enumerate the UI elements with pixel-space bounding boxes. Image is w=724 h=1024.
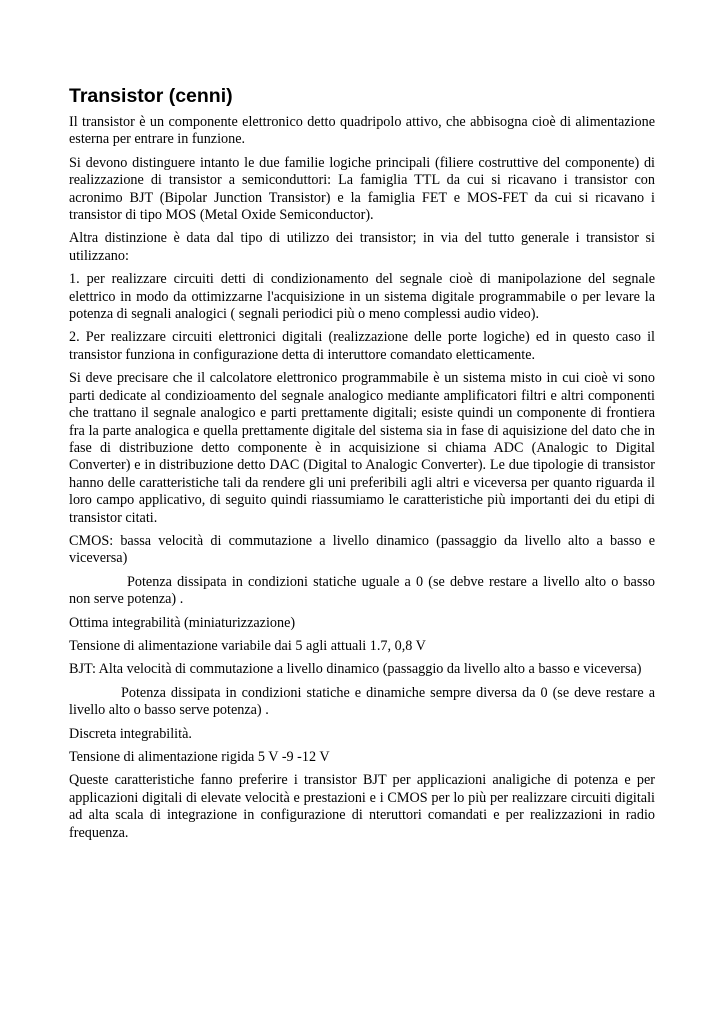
- paragraph-usage-1: 1. per realizzare circuiti detti di condizionamento del segnale cioè di manipolazione del segnale elettrico in modo da ottimizzarne l'acquisizione in un sistema digitale programmabile o per levare la potenza di segnali analogici ( segnali periodici più o meno complessi audio video).: [69, 271, 655, 323]
- paragraph-usage-intro: Altra distinzione è data dal tipo di utilizzo dei transistor; in via del tutto generale i transistor si utilizzano:: [69, 230, 655, 264]
- paragraph-cmos-power: Potenza dissipata in condizioni statiche uguale a 0 (se debve restare a livello alto o basso non serve potenza) .: [69, 573, 655, 608]
- paragraph-bjt-integration: Discreta integrabilità.: [69, 725, 192, 742]
- paragraph-cmos-speed: CMOS: bassa velocità di commutazione a livello dinamico (passaggio da livello alto a basso e viceversa): [69, 532, 655, 567]
- paragraph-bjt-power: Potenza dissipata in condizioni statiche e dinamiche sempre diversa da 0 (se deve restare a livello alto o basso serve potenza) .: [69, 684, 655, 719]
- paragraph-cmos-voltage: Tensione di alimentazione variabile dai 5 agli attuali 1.7, 0,8 V: [69, 637, 426, 654]
- paragraph-intro: Il transistor è un componente elettronico detto quadripolo attivo, che abbisogna cioè di alimentazione esterna per entrare in funzione.: [69, 114, 655, 148]
- document-page: [69, 84, 655, 848]
- paragraph-bjt-speed: BJT: Alta velocità di commutazione a livello dinamico (passaggio da livello alto a basso e viceversa): [69, 661, 642, 678]
- paragraph-calcolatore: Si deve precisare che il calcolatore elettronico programmabile è un sistema misto in cui cioè vi sono parti dedicate al condizioamento del segnale analogico mediante amplificatori filtri e altri componenti che trattano il segnale analogico e parti prettamente digitali; esiste quindi un componente di frontiera fra la parte analogica e quella prettamente digitale del sistema sia in fase di aquisizione del dato che in fase di distribuzione detto componente è in acquisizione si chiama ADC (Analogic to Digital Converter) e in distribuzione detto DAC (Digital to Analogic Converter). Le due tipologie di transistor hanno delle caratteristiche tali da rendere gli uni preferibili agli altri e viceversa per quanto riguarda il loro campo applicativo, di seguito quindi riassumiamo le caratteristiche più importanti dei du etipi di transistor citati.: [69, 370, 655, 526]
- paragraph-families: Si devono distinguere intanto le due familie logiche principali (filiere costruttive del componente) di realizzazione di transistor a semiconduttori: La famiglia TTL da cui si ricavano i transistor con acronimo BJT (Bipolar Junction Transistor) e la famiglia FET e MOS-FET da cui si ricavano i transistor di tipo MOS (Metal Oxide Semiconductor).: [69, 154, 655, 224]
- document-title: Transistor (cenni): [69, 85, 233, 107]
- paragraph-usage-2: 2. Per realizzare circuiti elettronici digitali (realizzazione delle porte logiche) ed in questo caso il transistor funziona in configurazione detta di interuttore comandato eletticamente.: [69, 329, 655, 363]
- paragraph-conclusion: Queste caratteristiche fanno preferire i transistor BJT per applicazioni analigiche di potenza e per applicazioni digitali di elevate velocità e prestazioni e i CMOS per lo più per realizzare circuiti digitali ad alta scala di integrazione in configurazione di nteruttori comandati e per realizzazioni in radio frequenza.: [69, 772, 655, 841]
- paragraph-cmos-integration: Ottima integrabilità (miniaturizzazione): [69, 614, 296, 631]
- paragraph-bjt-voltage: Tensione di alimentazione rigida 5 V -9 -12 V: [69, 749, 330, 765]
